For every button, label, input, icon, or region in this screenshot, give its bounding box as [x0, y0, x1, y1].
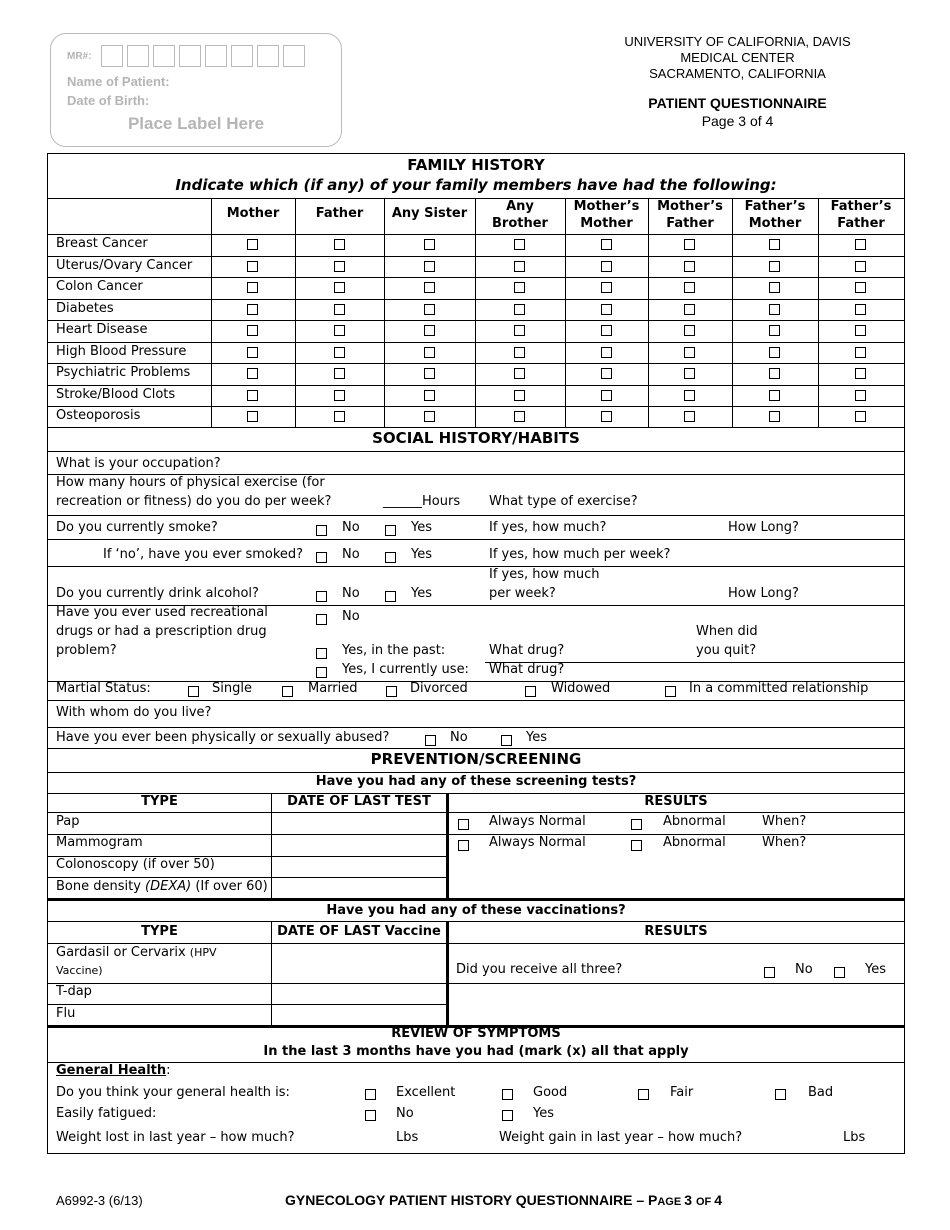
- smoke-yes-label: Yes: [411, 520, 432, 535]
- smoke-how-long-question: How Long?: [728, 520, 799, 535]
- family-history-checkbox[interactable]: [769, 347, 780, 358]
- family-history-checkbox[interactable]: [247, 411, 258, 422]
- mammogram-abnormal-label: Abnormal: [663, 835, 726, 850]
- mr-digit-box[interactable]: [205, 45, 227, 67]
- family-history-checkbox[interactable]: [514, 239, 525, 250]
- vaccination-question: Have you had any of these vaccinations?: [326, 903, 626, 918]
- family-condition-label: Heart Disease: [56, 322, 148, 337]
- family-history-checkbox[interactable]: [247, 239, 258, 250]
- abuse-no-label: No: [450, 730, 468, 745]
- fatigued-question: Easily fatigued:: [56, 1106, 157, 1121]
- health-fair-checkbox[interactable]: [638, 1089, 649, 1100]
- family-condition-label: Colon Cancer: [56, 279, 143, 294]
- drugs-current-checkbox[interactable]: [316, 667, 327, 678]
- family-history-checkbox[interactable]: [247, 304, 258, 315]
- footer-page-total: 4: [714, 1192, 723, 1208]
- family-history-checkbox[interactable]: [601, 261, 612, 272]
- general-health-colon: :: [166, 1063, 171, 1078]
- family-history-checkbox[interactable]: [334, 411, 345, 422]
- mammogram-normal-checkbox[interactable]: [458, 840, 469, 851]
- ever-smoked-no-label: No: [342, 547, 360, 562]
- institution-line-2: MEDICAL CENTER: [680, 50, 795, 65]
- alcohol-question: Do you currently drink alcohol?: [56, 586, 259, 601]
- mr-digit-box[interactable]: [257, 45, 279, 67]
- fatigued-yes-label: Yes: [533, 1106, 554, 1121]
- family-col-header: Father: [666, 216, 714, 231]
- dob-label: Date of Birth:: [67, 93, 150, 108]
- family-history-checkbox[interactable]: [424, 282, 435, 293]
- drugs-question-line-3: problem?: [56, 643, 117, 658]
- screening-results-header: RESULTS: [644, 794, 708, 809]
- test-pap: Pap: [56, 814, 80, 829]
- family-col-header: Mother: [748, 216, 802, 231]
- family-history-checkbox[interactable]: [855, 282, 866, 293]
- smoke-per-week-question: If yes, how much per week?: [489, 547, 671, 562]
- family-condition-label: High Blood Pressure: [56, 343, 187, 359]
- family-col-header: Father: [315, 206, 364, 221]
- vaccine-results-header: RESULTS: [644, 924, 708, 939]
- prevention-title: PREVENTION/SCREENING: [370, 750, 582, 768]
- family-history-checkbox[interactable]: [601, 368, 612, 379]
- drugs-question-line-1: Have you ever used recreational: [56, 605, 268, 620]
- alcohol-yes-label: Yes: [411, 586, 432, 601]
- social-history-title: SOCIAL HISTORY/HABITS: [372, 429, 580, 447]
- health-excellent-checkbox[interactable]: [365, 1089, 376, 1100]
- marital-committed-label: In a committed relationship: [689, 681, 869, 696]
- all-three-yes-checkbox[interactable]: [834, 967, 845, 978]
- family-history-checkbox[interactable]: [601, 325, 612, 336]
- symptoms-subtitle: In the last 3 months have you had (mark (x) all that apply: [263, 1044, 689, 1059]
- alcohol-no-label: No: [342, 586, 360, 601]
- family-history-checkbox[interactable]: [247, 368, 258, 379]
- institution-line-3: SACRAMENTO, CALIFORNIA: [649, 66, 826, 81]
- weight-gain-unit: Lbs: [843, 1130, 866, 1145]
- family-col-header: Father’s: [744, 199, 806, 214]
- general-health-label: General Health: [56, 1063, 167, 1078]
- family-col-header: Any Sister: [391, 206, 468, 221]
- pap-abnormal-checkbox[interactable]: [631, 819, 642, 830]
- weight-lost-question: Weight lost in last year – how much?: [56, 1130, 295, 1145]
- vaccine-gardasil: [56, 945, 217, 960]
- family-col-header: Mother: [580, 216, 633, 231]
- place-label-text: Place Label Here: [127, 114, 265, 133]
- family-history-checkbox[interactable]: [424, 368, 435, 379]
- family-history-checkbox[interactable]: [684, 325, 695, 336]
- marital-widowed-label: Widowed: [551, 681, 611, 696]
- family-history-checkbox[interactable]: [601, 411, 612, 422]
- family-condition-label: Uterus/Ovary Cancer: [56, 257, 193, 273]
- exercise-hours-field[interactable]: ______Hours: [383, 494, 461, 509]
- marital-married-checkbox[interactable]: [282, 686, 293, 697]
- pap-abnormal-label: Abnormal: [663, 814, 726, 829]
- family-condition-label: Stroke/Blood Clots: [56, 386, 176, 402]
- family-history-checkbox[interactable]: [684, 282, 695, 293]
- ever-smoked-yes-checkbox[interactable]: [385, 552, 396, 563]
- family-history-checkbox[interactable]: [424, 325, 435, 336]
- all-three-yes-label: Yes: [865, 962, 886, 977]
- family-history-checkbox[interactable]: [424, 347, 435, 358]
- family-history-checkbox[interactable]: [334, 304, 345, 315]
- smoke-no-label: No: [342, 520, 360, 535]
- bone-density-b: (DEXA): [145, 879, 192, 894]
- drugs-no-label: No: [342, 609, 360, 624]
- family-history-checkbox[interactable]: [334, 325, 345, 336]
- test-bone-density: [56, 879, 268, 894]
- weight-lost-unit: Lbs: [396, 1130, 419, 1145]
- ever-smoked-question: If ‘no’, have you ever smoked?: [103, 547, 304, 562]
- family-history-checkbox[interactable]: [769, 304, 780, 315]
- alcohol-no-checkbox[interactable]: [316, 591, 327, 602]
- alcohol-amount-line-1: If yes, how much: [489, 567, 600, 582]
- ever-smoked-no-checkbox[interactable]: [316, 552, 327, 563]
- family-history-checkbox[interactable]: [514, 282, 525, 293]
- pap-when-label: When?: [762, 814, 807, 829]
- weight-gain-question: Weight gain in last year – how much?: [499, 1130, 743, 1145]
- family-history-checkbox[interactable]: [855, 325, 866, 336]
- family-history-checkbox[interactable]: [334, 368, 345, 379]
- mr-digit-box[interactable]: [179, 45, 201, 67]
- family-history-checkbox[interactable]: [514, 261, 525, 272]
- mr-digit-box[interactable]: [153, 45, 175, 67]
- family-condition-label: Diabetes: [56, 300, 114, 316]
- family-history-checkbox[interactable]: [769, 411, 780, 422]
- family-history-checkbox[interactable]: [514, 368, 525, 379]
- family-history-checkbox[interactable]: [424, 390, 435, 401]
- ever-smoked-yes-label: Yes: [411, 547, 432, 562]
- health-excellent-label: Excellent: [396, 1085, 456, 1100]
- when-quit-line-2: you quit?: [696, 643, 757, 658]
- marital-committed-checkbox[interactable]: [665, 686, 676, 697]
- family-history-checkbox[interactable]: [514, 325, 525, 336]
- family-history-checkbox[interactable]: [247, 325, 258, 336]
- mr-digit-box[interactable]: [283, 45, 305, 67]
- alcohol-yes-checkbox[interactable]: [385, 591, 396, 602]
- marital-single-label: Single: [212, 681, 252, 696]
- family-history-checkbox[interactable]: [514, 411, 525, 422]
- family-history-checkbox[interactable]: [334, 261, 345, 272]
- family-history-checkbox[interactable]: [769, 239, 780, 250]
- patient-name-label: Name of Patient:: [67, 74, 170, 89]
- when-quit-line-1: When did: [696, 624, 758, 639]
- family-history-checkbox[interactable]: [334, 390, 345, 401]
- family-history-checkbox[interactable]: [601, 239, 612, 250]
- marital-divorced-label: Divorced: [410, 681, 468, 696]
- family-history-checkbox[interactable]: [601, 390, 612, 401]
- test-colonoscopy: Colonoscopy (if over 50): [56, 857, 215, 872]
- footer-page-p: P: [648, 1192, 658, 1208]
- footer-page-of: OF: [695, 1196, 715, 1208]
- screening-date-header: DATE OF LAST TEST: [287, 794, 431, 809]
- family-condition-label: Osteoporosis: [56, 408, 141, 423]
- family-history-checkbox[interactable]: [424, 261, 435, 272]
- family-history-checkbox[interactable]: [514, 390, 525, 401]
- family-history-checkbox[interactable]: [601, 282, 612, 293]
- fatigued-no-label: No: [396, 1106, 414, 1121]
- test-mammogram: Mammogram: [56, 835, 143, 850]
- abuse-yes-label: Yes: [526, 730, 547, 745]
- patient-label-box: [50, 33, 342, 147]
- family-history-checkbox[interactable]: [769, 368, 780, 379]
- family-history-checkbox[interactable]: [855, 368, 866, 379]
- all-three-question: Did you receive all three?: [456, 962, 623, 977]
- family-history-checkbox[interactable]: [684, 347, 695, 358]
- family-history-checkbox[interactable]: [247, 282, 258, 293]
- family-history-checkbox[interactable]: [247, 390, 258, 401]
- family-history-checkbox[interactable]: [855, 304, 866, 315]
- family-history-checkbox[interactable]: [855, 411, 866, 422]
- family-history-checkbox[interactable]: [601, 304, 612, 315]
- health-good-checkbox[interactable]: [502, 1089, 513, 1100]
- family-history-checkbox[interactable]: [855, 239, 866, 250]
- health-bad-checkbox[interactable]: [775, 1089, 786, 1100]
- symptoms-title: REVIEW OF SYMPTOMS: [391, 1026, 561, 1041]
- family-col-header: Mother: [226, 206, 280, 221]
- marital-divorced-checkbox[interactable]: [386, 686, 397, 697]
- bone-density-a: Bone density: [56, 879, 146, 894]
- all-three-no-label: No: [795, 962, 813, 977]
- family-condition-label: Breast Cancer: [56, 236, 148, 251]
- health-question: Do you think your general health is:: [56, 1085, 290, 1100]
- exercise-question-line-2: recreation or fitness) do you do per week?: [56, 494, 332, 509]
- family-col-header: Mother’s: [657, 199, 723, 214]
- drugs-question-line-2: drugs or had a prescription drug: [56, 624, 267, 639]
- page-number: Page 3 of 4: [701, 113, 774, 129]
- mammogram-when-label: When?: [762, 835, 807, 850]
- smoke-yes-checkbox[interactable]: [385, 525, 396, 536]
- family-col-header: Father’s: [830, 199, 892, 214]
- pap-normal-label: Always Normal: [489, 814, 586, 829]
- drug-past-what-question: What drug?: [489, 643, 565, 658]
- pap-normal-checkbox[interactable]: [458, 819, 469, 830]
- family-col-header: Any: [506, 199, 534, 214]
- alcohol-amount-line-2: per week?: [489, 586, 556, 601]
- abuse-yes-checkbox[interactable]: [501, 735, 512, 746]
- drug-current-what-question: What drug?: [489, 662, 565, 677]
- general-health-heading: [56, 1063, 171, 1078]
- abuse-question: Have you ever been physically or sexually abused?: [56, 730, 390, 745]
- mr-digit-box[interactable]: [127, 45, 149, 67]
- exercise-type-question: What type of exercise?: [489, 494, 638, 509]
- footer-title: [285, 1192, 722, 1208]
- drugs-current-label: Yes, I currently use:: [342, 662, 469, 677]
- family-history-checkbox[interactable]: [684, 411, 695, 422]
- smoke-question: Do you currently smoke?: [56, 520, 218, 535]
- vaccine-type-header: TYPE: [141, 924, 178, 939]
- vaccine-gardasil-line-2: Vaccine): [56, 964, 103, 977]
- family-history-checkbox[interactable]: [334, 282, 345, 293]
- marital-status-label: Martial Status:: [56, 681, 151, 696]
- mammogram-normal-label: Always Normal: [489, 835, 586, 850]
- occupation-question: What is your occupation?: [56, 456, 221, 471]
- family-history-subtitle: Indicate which (if any) of your family members have had the following:: [175, 176, 777, 194]
- footer-title-text: GYNECOLOGY PATIENT HISTORY QUESTIONNAIRE –: [285, 1192, 649, 1208]
- bone-density-c: (If over 60): [191, 879, 268, 894]
- health-fair-label: Fair: [670, 1085, 694, 1100]
- drugs-past-label: Yes, in the past:: [342, 643, 446, 658]
- smoke-amount-question: If yes, how much?: [489, 520, 607, 535]
- marital-single-checkbox[interactable]: [188, 686, 199, 697]
- footer-page-num: 3: [684, 1192, 696, 1208]
- family-col-header: Brother: [492, 216, 548, 231]
- smoke-no-checkbox[interactable]: [316, 525, 327, 536]
- vaccine-date-header: DATE OF LAST Vaccine: [277, 924, 441, 939]
- marital-married-label: Married: [308, 681, 358, 696]
- form-code: A6992-3 (6/13): [56, 1193, 143, 1208]
- family-history-checkbox[interactable]: [769, 282, 780, 293]
- family-history-checkbox[interactable]: [514, 304, 525, 315]
- alcohol-how-long-question: How Long?: [728, 586, 799, 601]
- family-history-checkbox[interactable]: [684, 239, 695, 250]
- family-history-checkbox[interactable]: [514, 347, 525, 358]
- family-history-checkbox[interactable]: [247, 347, 258, 358]
- family-history-checkbox[interactable]: [334, 239, 345, 250]
- family-history-checkbox[interactable]: [334, 347, 345, 358]
- family-col-header: Mother’s: [573, 199, 640, 214]
- abuse-no-checkbox[interactable]: [425, 735, 436, 746]
- marital-widowed-checkbox[interactable]: [525, 686, 536, 697]
- all-three-no-checkbox[interactable]: [764, 967, 775, 978]
- family-history-checkbox[interactable]: [684, 304, 695, 315]
- gardasil-b: (HPV: [189, 946, 217, 959]
- family-history-checkbox[interactable]: [424, 239, 435, 250]
- family-history-checkbox[interactable]: [855, 347, 866, 358]
- family-history-checkbox[interactable]: [769, 261, 780, 272]
- fatigued-no-checkbox[interactable]: [365, 1110, 376, 1121]
- mr-digit-box[interactable]: [231, 45, 253, 67]
- screening-question: Have you had any of these screening tests?: [315, 774, 637, 789]
- family-history-title: FAMILY HISTORY: [407, 156, 545, 174]
- family-history-checkbox[interactable]: [684, 390, 695, 401]
- family-history-checkbox[interactable]: [769, 325, 780, 336]
- exercise-question-line-1: How many hours of physical exercise (for: [56, 475, 325, 490]
- drugs-past-checkbox[interactable]: [316, 648, 327, 659]
- gardasil-a: Gardasil or Cervarix: [56, 945, 190, 960]
- mr-digit-box[interactable]: [101, 45, 123, 67]
- fatigued-yes-checkbox[interactable]: [502, 1110, 513, 1121]
- family-history-checkbox[interactable]: [684, 368, 695, 379]
- family-history-checkbox[interactable]: [855, 390, 866, 401]
- mammogram-abnormal-checkbox[interactable]: [631, 840, 642, 851]
- live-with-question: With whom do you live?: [56, 705, 212, 720]
- vaccine-tdap: T-dap: [56, 984, 92, 999]
- family-history-checkbox[interactable]: [855, 261, 866, 272]
- mr-label: MR#:: [67, 51, 92, 62]
- family-col-header: Father: [837, 216, 885, 231]
- footer-page-rest: AGE: [657, 1196, 685, 1208]
- health-good-label: Good: [533, 1085, 568, 1100]
- family-history-checkbox[interactable]: [424, 304, 435, 315]
- family-history-checkbox[interactable]: [247, 261, 258, 272]
- family-condition-label: Psychiatric Problems: [56, 365, 191, 380]
- family-history-checkbox[interactable]: [684, 261, 695, 272]
- family-history-checkbox[interactable]: [424, 411, 435, 422]
- questionnaire-form: [47, 153, 905, 1154]
- family-history-checkbox[interactable]: [601, 347, 612, 358]
- institution-line-1: UNIVERSITY OF CALIFORNIA, DAVIS: [624, 34, 851, 49]
- family-history-checkbox[interactable]: [769, 390, 780, 401]
- vaccine-flu: Flu: [56, 1006, 76, 1021]
- form-title: PATIENT QUESTIONNAIRE: [648, 95, 827, 111]
- screening-type-header: TYPE: [141, 794, 178, 809]
- health-bad-label: Bad: [808, 1085, 834, 1100]
- drugs-no-checkbox[interactable]: [316, 614, 327, 625]
